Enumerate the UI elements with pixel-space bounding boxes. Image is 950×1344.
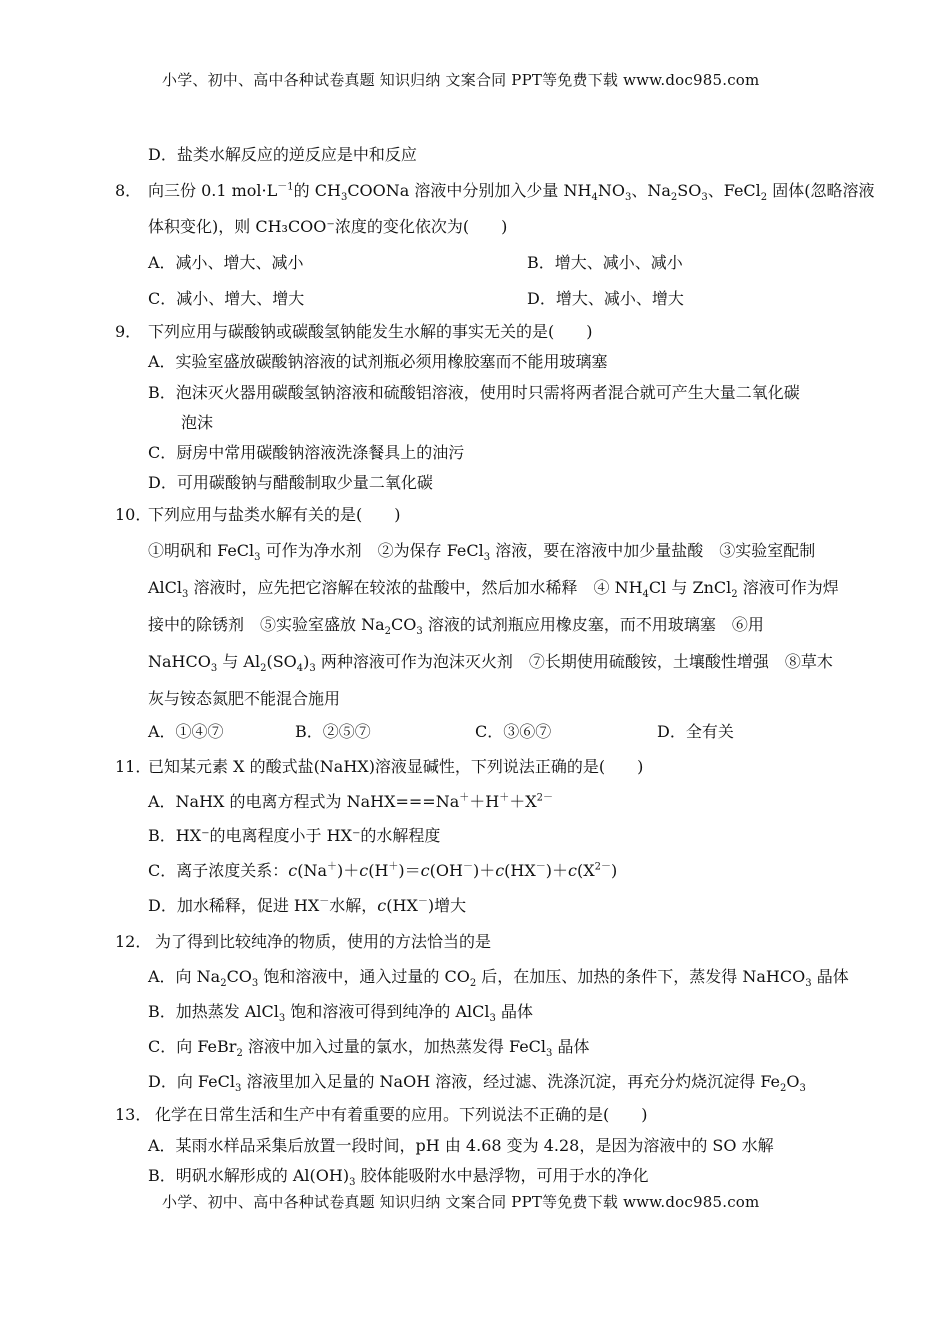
q10-stem: 下列应用与盐类水解有关的是( ) (148, 505, 401, 524)
q12-option-b: B．加热蒸发 AlCl$_3$ 饱和溶液可得到纯净的 AlCl$_3$ 晶体 (148, 1002, 533, 1025)
q12-number: 12． (115, 932, 152, 951)
q10-option-c: C．③⑥⑦ (475, 722, 552, 741)
q10-option-a: A．①④⑦ (148, 722, 224, 741)
q8-option-b: B．增大、减小、减小 (527, 253, 683, 272)
q9-option-b-line1: B．泡沫灭火器用碳酸氢钠溶液和硫酸铝溶液，使用时只需将两者混合就可产生大量二氧化碳 (148, 383, 800, 402)
q11-option-a: A．NaHX 的电离方程式为 $NaHX===Na^++H^++X^{2-}$ (148, 792, 554, 811)
q11-number: 11． (115, 757, 152, 776)
q8-number: 8． (115, 181, 142, 200)
q9-option-d: D．可用碳酸钠与醋酸制取少量二氧化碳 (148, 473, 433, 492)
page-header: 小学、初中、高中各种试卷真题 知识归纳 文案合同 PPT等免费下载 www.doc985.com (162, 71, 760, 89)
q8-option-c: C．减小、增大、增大 (148, 289, 305, 308)
q11-option-c: C．离子浓度关系：$c(Na^+)+c(H^+)=c(OH^-)+c(HX^-)+c(X^{2-})$ (148, 861, 618, 880)
q8-option-a: A．减小、增大、减小 (148, 253, 304, 272)
q13-option-a: A．某雨水样品采集后放置一段时间，pH 由 4.68 变为 4.28，是因为溶液中的 SO 水解 (148, 1136, 774, 1155)
q11-option-d: D．加水稀释，促进 HX－水解，c(HX－)增大 (148, 896, 467, 915)
q12-option-d: D．向 FeCl$_3$ 溶液里加入足量的 NaOH 溶液，经过滤、洗涤沉淀，再充分灼烧沉淀得 $Fe_2O_3$ (148, 1072, 806, 1095)
q10-body-line3: 接中的除锈剂 ⑤实验室盛放 $Na_2CO_3$ 溶液的试剂瓶应用橡皮塞，而不用玻璃塞 ⑥用 (148, 615, 764, 638)
q9-option-b-line2: 泡沫 (181, 413, 214, 432)
q13-option-b: B．明矾水解形成的 $Al(OH)_3$ 胶体能吸附水中悬浮物，可用于水的净化 (148, 1166, 649, 1189)
q11-option-b: B．HX⁻的电离程度小于 HX⁻的水解程度 (148, 826, 441, 845)
q10-option-b: B．②⑤⑦ (295, 722, 371, 741)
q13-number: 13． (115, 1105, 152, 1124)
q8-stem-line2: 体积变化)，则 CH₃COO⁻浓度的变化依次为( ) (148, 217, 508, 236)
q10-body-line4: NaHCO$_3$ 与 $Al_2(SO_4)_3$ 两种溶液可作为泡沫灭火剂 ⑦长期使用硫酸铵，土壤酸性增强 ⑧草木 (148, 652, 833, 675)
q12-option-c: C．向 FeBr$_2$ 溶液中加入过量的氯水，加热蒸发得 FeCl$_3$ 晶体 (148, 1037, 590, 1060)
page-footer: 小学、初中、高中各种试卷真题 知识归纳 文案合同 PPT等免费下载 www.doc985.com (162, 1193, 760, 1211)
q11-stem: 已知某元素 X 的酸式盐(NaHX)溶液显碱性，下列说法正确的是( ) (148, 757, 644, 776)
q9-option-a: A．实验室盛放碳酸钠溶液的试剂瓶必须用橡胶塞而不能用玻璃塞 (148, 352, 608, 371)
q9-stem: 下列应用与碳酸钠或碳酸氢钠能发生水解的事实无关的是( ) (148, 322, 593, 341)
q9-number: 9． (115, 322, 142, 341)
q12-option-a: A．向 $Na_2CO_3$ 饱和溶液中，通入过量的 $CO_2$ 后，在加压、加热的条件下，蒸发得 NaHCO$_3$ 晶体 (148, 967, 849, 990)
q10-body-line1: ①明矾和 FeCl$_3$ 可作为净水剂 ②为保存 FeCl$_3$ 溶液，要在溶液中加少量盐酸 ③实验室配制 (148, 541, 816, 564)
q10-number: 10． (115, 505, 152, 524)
q7-option-d: D．盐类水解反应的逆反应是中和反应 (148, 145, 417, 164)
q9-option-c: C．厨房中常用碳酸钠溶液洗涤餐具上的油污 (148, 443, 465, 462)
q10-option-d: D．全有关 (657, 722, 734, 741)
q8-stem-line1: 向三份 0.1 $mol\cdot L^{-1}$的 $CH_3COONa$ 溶液中分别加入少量 $NH_4NO_3$、$Na_2SO_3$、FeCl$_2$ 固体(忽略溶液 (148, 181, 875, 204)
q13-stem: 化学在日常生活和生产中有着重要的应用。下列说法不正确的是( ) (155, 1105, 648, 1124)
q10-body-line2: AlCl$_3$ 溶液时，应先把它溶解在较浓的盐酸中，然后加水稀释 ④ $NH_4Cl$ 与 ZnCl$_2$ 溶液可作为焊 (148, 578, 839, 601)
q8-option-d: D．增大、减小、增大 (527, 289, 684, 308)
q12-stem: 为了得到比较纯净的物质，使用的方法恰当的是 (155, 932, 492, 951)
q10-body-line5: 灰与铵态氮肥不能混合施用 (148, 689, 341, 708)
